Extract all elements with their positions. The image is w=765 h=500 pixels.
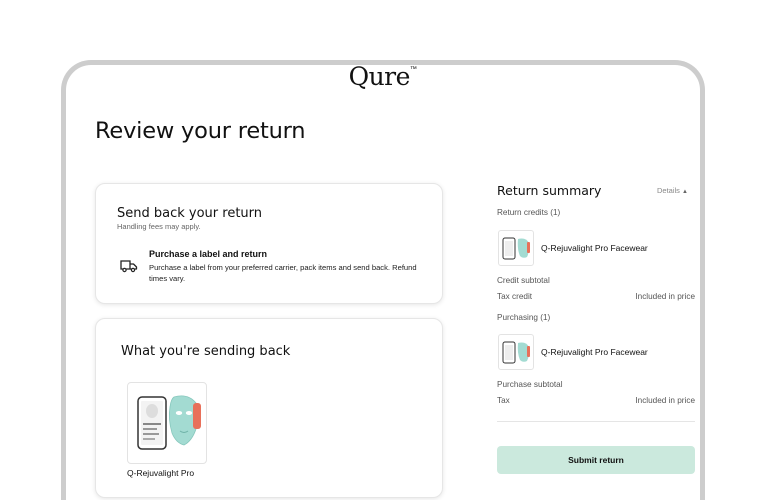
return-item-name: Q-Rejuvalight Pro Facewear xyxy=(541,243,648,253)
tax-value: Included in price xyxy=(635,396,695,405)
purchase-item-name: Q-Rejuvalight Pro Facewear xyxy=(541,347,648,357)
sending-back-title: What you're sending back xyxy=(121,344,291,359)
send-back-subtitle: Handling fees may apply. xyxy=(117,222,201,231)
purchase-subtotal-label: Purchase subtotal xyxy=(497,380,563,389)
tax-label: Tax xyxy=(497,396,510,405)
product-name: Q-Rejuvalight Pro xyxy=(127,468,195,478)
summary-divider xyxy=(497,421,695,422)
sending-back-card xyxy=(95,318,443,498)
brand-logo-text: Qure xyxy=(348,62,410,91)
return-item-thumbnail xyxy=(498,230,534,266)
page-title: Review your return xyxy=(95,118,306,144)
return-option-title[interactable]: Purchase a label and return xyxy=(149,249,268,259)
product-image-tile[interactable] xyxy=(127,382,207,464)
tax-credit-label: Tax credit xyxy=(497,292,533,301)
led-face-mask-image xyxy=(499,231,533,265)
submit-return-button[interactable]: Submit return xyxy=(497,446,695,474)
led-face-mask-image xyxy=(128,383,206,463)
led-face-mask-image xyxy=(499,335,533,369)
credit-subtotal-label: Credit subtotal xyxy=(497,276,550,285)
send-back-title: Send back your return xyxy=(117,206,263,221)
purchase-item-thumbnail xyxy=(498,334,534,370)
tax-credit-value: Included in price xyxy=(635,292,695,301)
truck-icon xyxy=(120,259,138,273)
trademark-mark: ™ xyxy=(409,66,417,73)
details-label: Details xyxy=(657,186,680,195)
return-option-description: Purchase a label from your preferred carrier, pack items and send back. Refund times vary. xyxy=(149,263,417,283)
send-back-card xyxy=(95,183,443,304)
return-credits-label: Return credits (1) xyxy=(497,208,561,217)
purchasing-label: Purchasing (1) xyxy=(497,313,551,322)
brand-logo[interactable] xyxy=(0,62,765,91)
chevron-up-icon: ▲ xyxy=(682,189,688,195)
details-toggle[interactable] xyxy=(657,186,688,195)
summary-title: Return summary xyxy=(497,183,602,198)
